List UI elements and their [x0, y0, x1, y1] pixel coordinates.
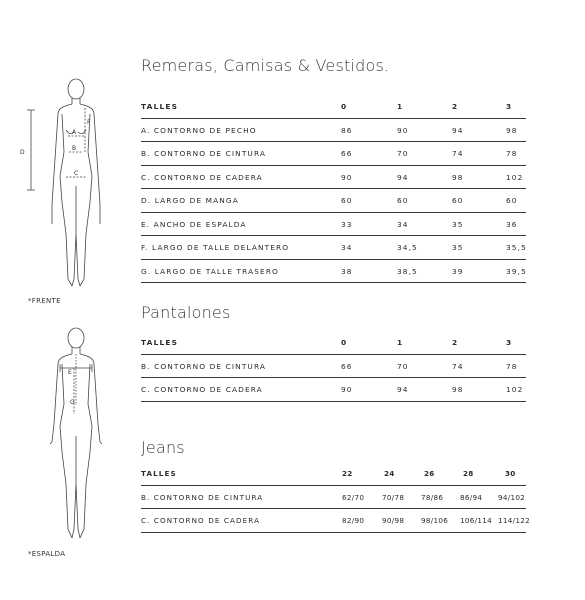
row-label: B. CONTORNO DE CINTURA: [141, 492, 264, 502]
table-cell: 35: [452, 243, 464, 252]
mark-e-label: E: [68, 369, 72, 376]
table-cell: 86: [341, 125, 353, 135]
header-cell: 30: [505, 469, 516, 478]
table-cell: 38,5: [397, 266, 418, 276]
table-cell: 106/114: [460, 516, 492, 525]
table-cell: 78: [506, 149, 518, 158]
table-cell: 98/106: [421, 516, 449, 525]
row-label: D. LARGO DE MANGA: [141, 196, 239, 205]
mark-a-label: A: [72, 129, 77, 136]
table-cell: 94: [397, 172, 409, 182]
header-cell: 3: [506, 102, 513, 111]
header-cell: 24: [384, 469, 395, 478]
table-cell: 35: [452, 219, 464, 229]
back-body-figure: [14, 324, 124, 549]
remeras-section-title: Remeras, Camisas & Vestidos.: [141, 56, 390, 75]
table-cell: 33: [341, 219, 353, 229]
table-cell: 90: [341, 172, 353, 182]
header-cell: 1: [397, 338, 404, 347]
table-cell: 98: [452, 172, 464, 182]
mark-d-label: D: [20, 149, 25, 156]
header-cell: 3: [506, 338, 513, 347]
table-cell: 60: [506, 196, 518, 205]
table-cell: 94: [452, 125, 464, 135]
row-label: B. CONTORNO DE CINTURA: [141, 361, 267, 371]
header-cell: 1: [397, 102, 404, 111]
table-cell: 34,5: [397, 243, 418, 252]
header-cell: 28: [463, 469, 474, 478]
table-row: [141, 355, 526, 379]
jeans-section-title: Jeans: [141, 438, 185, 457]
table-cell: 74: [452, 149, 464, 158]
mark-c-label: C: [74, 170, 79, 177]
table-cell: 35,5: [506, 243, 527, 252]
header-cell: TALLES: [141, 102, 179, 111]
row-label: C. CONTORNO DE CADERA: [141, 385, 263, 394]
table-cell: 90: [341, 385, 353, 394]
table-cell: 60: [341, 196, 353, 205]
table-cell: 34: [397, 219, 409, 229]
row-label: A. CONTORNO DE PECHO: [141, 125, 257, 135]
table-cell: 39,5: [506, 266, 527, 276]
mark-b-label: B: [72, 145, 77, 152]
table-row: [141, 509, 530, 533]
table-cell: 36: [506, 219, 518, 229]
table-cell: 62/70: [342, 492, 365, 502]
table-cell: 60: [397, 196, 409, 205]
remeras-size-table: [141, 95, 526, 283]
row-label: G. LARGO DE TALLE TRASERO: [141, 266, 279, 276]
pantalones-size-table: [141, 331, 526, 402]
mark-g-label: G: [70, 399, 75, 406]
header-cell: 2: [452, 102, 459, 111]
table-row: [141, 119, 526, 143]
header-cell: 26: [424, 469, 435, 478]
row-label: F. LARGO DE TALLE DELANTERO: [141, 243, 290, 252]
table-cell: 34: [341, 243, 353, 252]
front-body-figure: [14, 74, 124, 294]
row-label: B. CONTORNO DE CINTURA: [141, 149, 267, 158]
table-cell: 114/122: [498, 516, 530, 525]
table-cell: 90: [397, 125, 409, 135]
table-header-row: [141, 331, 526, 355]
table-row: [141, 486, 526, 510]
table-cell: 94: [397, 385, 409, 394]
table-cell: 66: [341, 361, 353, 371]
header-cell: TALLES: [141, 338, 179, 347]
table-header-row: [141, 95, 526, 119]
table-cell: 74: [452, 361, 464, 371]
table-cell: 102: [506, 385, 524, 394]
mark-f-label: F: [87, 119, 91, 126]
table-cell: 82/90: [342, 516, 365, 525]
table-row: [141, 260, 526, 284]
table-header-row: [141, 462, 526, 486]
header-cell: 0: [341, 338, 348, 347]
header-cell: 2: [452, 338, 459, 347]
row-label: C. CONTORNO DE CADERA: [141, 516, 261, 525]
table-cell: 98: [506, 125, 518, 135]
header-cell: 0: [341, 102, 348, 111]
table-row: [141, 236, 526, 260]
table-cell: 39: [452, 266, 464, 276]
table-cell: 38: [341, 266, 353, 276]
table-row: [141, 213, 526, 237]
table-row: [141, 378, 526, 402]
front-figure-caption: *FRENTE: [28, 297, 61, 305]
table-cell: 70: [397, 149, 409, 158]
table-cell: 70/78: [382, 492, 405, 502]
table-cell: 98: [452, 385, 464, 394]
table-cell: 60: [452, 196, 464, 205]
back-figure-caption: *ESPALDA: [28, 550, 66, 558]
table-cell: 70: [397, 361, 409, 371]
header-cell: 22: [342, 469, 353, 478]
table-row: [141, 166, 526, 190]
table-cell: 90/98: [382, 516, 405, 525]
table-row: [141, 142, 526, 166]
back-body-illustration: [14, 324, 124, 549]
row-label: C. CONTORNO DE CADERA: [141, 172, 263, 182]
table-cell: 86/94: [460, 492, 483, 502]
table-row: [141, 189, 526, 213]
table-cell: 94/102: [498, 492, 526, 502]
jeans-size-table: [141, 462, 530, 533]
pantalones-section-title: Pantalones: [141, 303, 231, 322]
table-cell: 102: [506, 172, 524, 182]
header-cell: TALLES: [141, 469, 177, 478]
table-cell: 78: [506, 361, 518, 371]
table-cell: 78/86: [421, 492, 444, 502]
front-body-illustration: [14, 74, 124, 294]
row-label: E. ANCHO DE ESPALDA: [141, 219, 247, 229]
table-cell: 66: [341, 149, 353, 158]
